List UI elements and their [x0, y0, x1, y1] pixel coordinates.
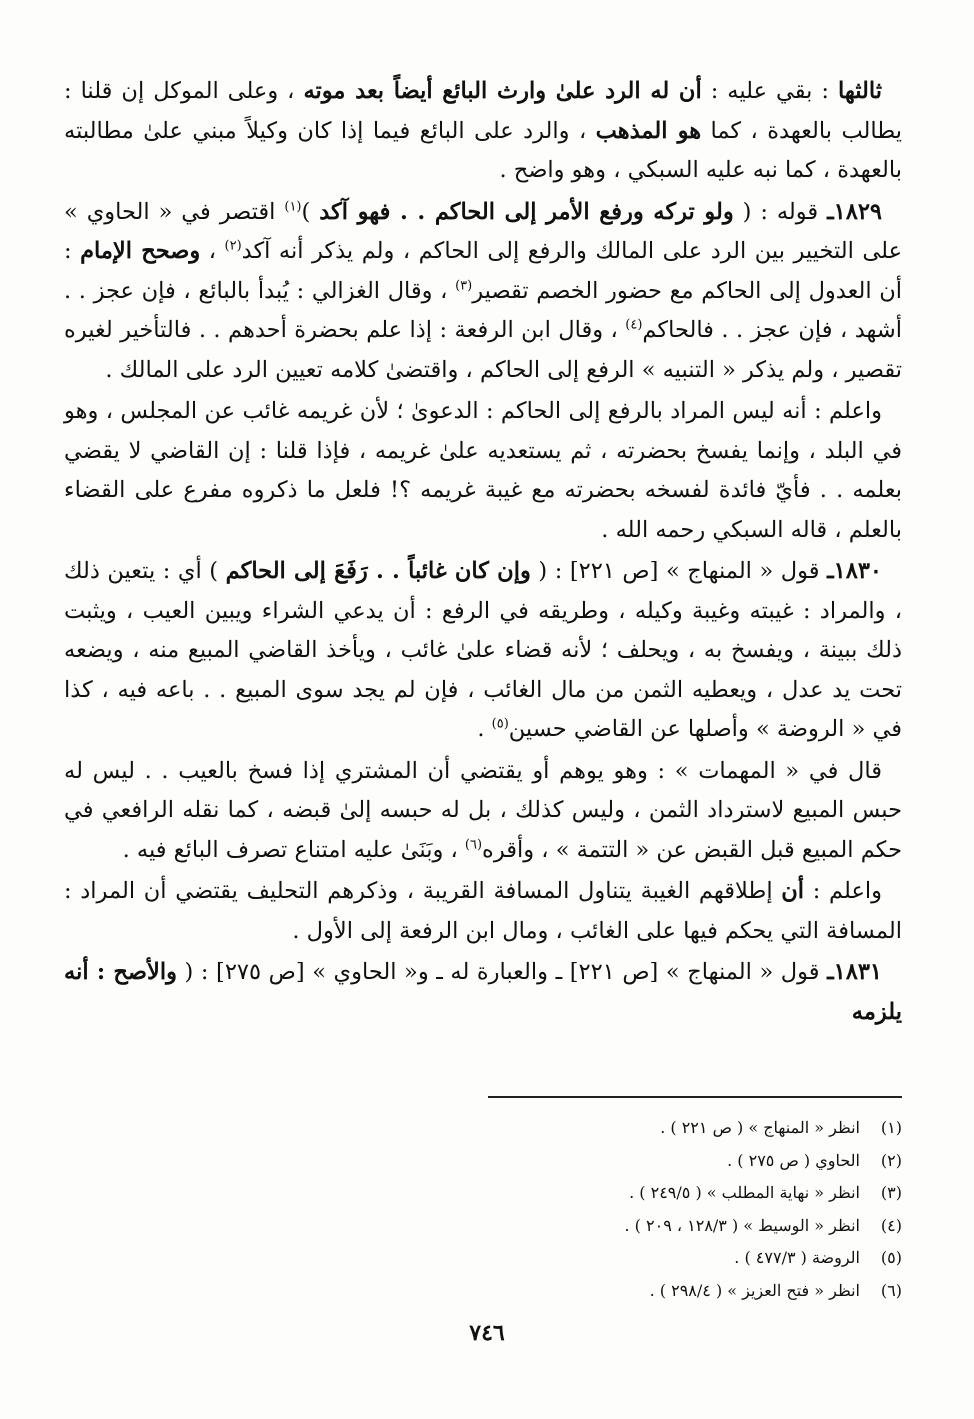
bold-text: ١٨٢٩ـ [827, 198, 883, 225]
footnote-number: (١) [880, 1118, 902, 1137]
text-run: قوله : ( [733, 198, 828, 225]
footnote-ref: (٦) [464, 837, 483, 852]
text-run: ، وقال ابن الرفعة : إذا علم بحضرة أحدهم . . فالتأخير لغيره تقصير ، ولم يذكر « التنبيه » الرفع إلى الحاكم ، واقتضىٰ كلامه تعيين الرد على المالك . [64, 317, 902, 383]
footnote-text: انظر « الوسيط » ( ١٢٨/٣ ، ٢٠٩ ) . [624, 1215, 860, 1235]
text-run: ، وقال الغزالي : يُبدأ بالبائع ، فإن عجز . . أشهد ، فإن عجز . . فالحاكم [64, 277, 902, 343]
bold-text: ١٨٣٠ـ [827, 558, 883, 584]
footnote-text: انظر « نهاية المطلب » ( ٢٤٩/٥ ) . [629, 1183, 860, 1202]
main-text [64, 72, 902, 1034]
paragraph [64, 953, 902, 1032]
footnote-number: (٢) [880, 1150, 902, 1170]
text-run: قال في « المهمات » : وهو يوهم أو يقتضي أن المشتري إذا فسخ بالعيب . . ليس له حبس المبيع لاسترداد الثمن ، وليس كذلك ، بل له حبسه إلىٰ قبضه ، كما نقله الرافعي في حكم المبيع قبل القبض عن « التتمة » ، وأقره [64, 757, 902, 863]
paragraph [64, 392, 902, 550]
text-run: : أن العدول إلى الحاكم مع حضور الخصم تقصير [64, 238, 902, 304]
footnote-ref: (٥) [491, 716, 509, 732]
footnote-number: (٣) [880, 1183, 902, 1202]
text-run: . [477, 716, 492, 742]
bold-text: وصحح الإمام [80, 238, 201, 264]
bold-text: ١٨٣١ـ [827, 959, 883, 985]
footnote-ref: (٢) [224, 238, 242, 254]
footnote-text: انظر « فتح العزيز » ( ٢٩٨/٤ ) . [649, 1280, 860, 1300]
bold-text: ولو تركه ورفع الأمر إلى الحاكم . . فهو آكد [319, 198, 734, 225]
bold-text: ثالثها [838, 78, 882, 104]
footnotes [502, 1112, 902, 1307]
footnote-number: (٦) [880, 1280, 902, 1300]
paragraph [64, 193, 902, 391]
text-run: قول « المنهاج » [ص ٢٢١] ـ والعبارة له ـ و« الحاوي » [ص ٢٧٥] : ( [176, 959, 828, 985]
footnote-separator [488, 1096, 902, 1098]
footnote-ref: (٣) [455, 278, 473, 293]
text-run: اقتصر في « الحاوي » على التخيير بين الرد على المالك والرفع إلى الحاكم ، ولم يذكر أنه آكد [64, 198, 903, 264]
text-run: ، وعلى الموكل إن قلنا : يطالب بالعهدة ، كما [64, 78, 902, 144]
bold-text: أن له الرد علىٰ وارث البائع أيضاً بعد موته [303, 78, 702, 104]
footnote-ref: (١) [284, 199, 302, 214]
footnote [502, 1145, 902, 1178]
text-run: : بقي عليه : [701, 78, 838, 104]
footnote-text: الحاوي ( ص ٢٧٥ ) . [727, 1150, 860, 1170]
paragraph [64, 752, 902, 871]
footnote-text: الروضة ( ٤٧٧/٣ ) . [734, 1248, 860, 1267]
text-run: إطلاقهم الغيبة يتناول المسافة القريبة ، وذكرهم التحليف يقتضي أن المراد : المسافة التي يحكم فيها على الغائب ، ومال ابن الرفعة إلى الأول . [64, 878, 902, 944]
bold-text: هو المذهب [595, 117, 702, 144]
paragraph [64, 552, 902, 750]
bold-text: والأصح : أنه يلزمه [64, 959, 902, 1025]
footnote [502, 1177, 902, 1210]
text-run: قول « المنهاج » [ص ٢٢١] : ( [530, 558, 828, 584]
paragraph [64, 72, 902, 191]
page-number: ٧٤٦ [469, 1320, 505, 1346]
footnote-ref: (٤) [625, 317, 643, 333]
footnote [502, 1210, 902, 1243]
footnote-text: انظر « المنهاج » ( ص ٢٢١ ) . [660, 1118, 860, 1137]
bold-text: أن [781, 878, 805, 904]
text-run: واعلم : أنه ليس المراد بالرفع إلى الحاكم : الدعوىٰ ؛ لأن غريمه غائب عن المجلس ، وهو في البلد ، وإنما يفسخ بحضرته ، ثم يستعديه علىٰ غريمه ، فإذا قلنا : إن القاضي لا يقضي بعلمه . . فأيّ فائدة لفسخه بحضرته مع غيبة غريمه ؟! فلعل ما ذكروه مفرع على القضاء بالعلم ، قاله السبكي رحمه الله . [64, 398, 902, 543]
footnote [502, 1112, 902, 1145]
text-run: واعلم : [804, 878, 882, 904]
footnote [502, 1242, 902, 1275]
text-run: ) [301, 198, 320, 225]
text-run: ، والرد على البائع فيما إذا كان وكيلاً مبني علىٰ مطالبته بالعهدة ، كما نبه عليه السبكي ، وهو واضح . [64, 117, 902, 183]
paragraph [64, 872, 902, 951]
footnote-number: (٥) [880, 1248, 902, 1267]
bold-text: وإن كان غائباً . . رَفَعَ إلى الحاكم [225, 558, 531, 584]
footnote [502, 1275, 902, 1308]
text-run: ) أي : يتعين ذلك ، والمراد : غيبته وغيبة وكيله ، وطريقه في الرفع : أن يدعي الشراء ويبين العيب ، ويثبت ذلك ببينة ، ويفسخ به ، ويحلف ؛ لأنه قضاء علىٰ غائب ، ويأخذ القاضي المبيع منه ، ويضعه تحت يد عدل ، ويعطيه الثمن من مال الغائب ، فإن لم يجد سوى المبيع . . باعه فيه ، كذا في « الروضة » وأصلها عن القاضي حسين [64, 558, 902, 742]
text-run: ، وبَنَىٰ عليه امتناع تصرف البائع فيه . [122, 836, 465, 863]
footnote-number: (٤) [880, 1215, 902, 1235]
text-run: ، [200, 238, 225, 264]
